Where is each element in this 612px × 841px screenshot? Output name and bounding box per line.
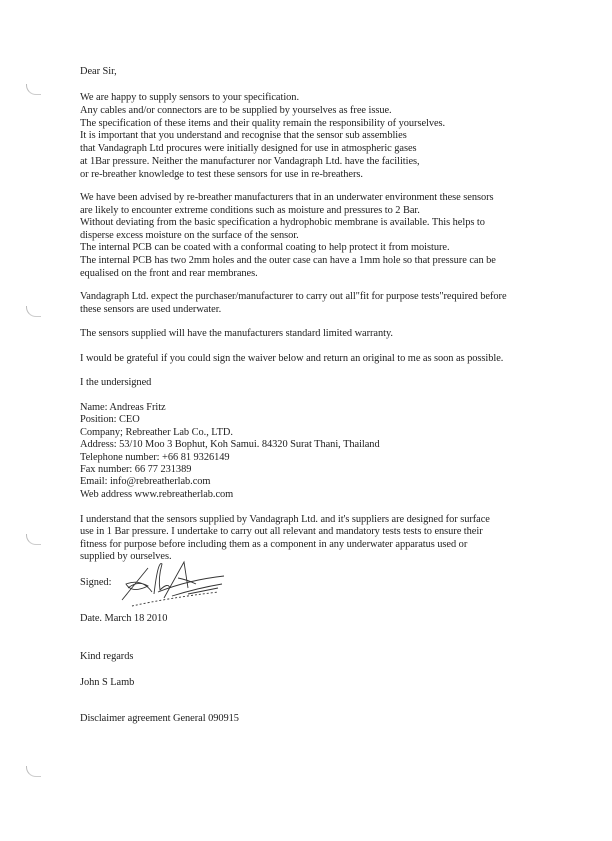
request-text: I would be grateful if you could sign the waiver below and return an original to me as soon as possible. [80, 353, 504, 364]
salutation: Dear Sir, [80, 66, 117, 77]
para2-line: The internal PCB can be coated with a conformal coating to help protect it from moisture. [80, 242, 450, 254]
warranty-text: The sensors supplied will have the manufacturers standard limited warranty. [80, 328, 393, 339]
para2-line: We have been advised by re-breather manufacturers that in an underwater environment these sensors [80, 192, 494, 203]
signed-label: Signed: [80, 577, 112, 588]
signature [118, 558, 228, 608]
para2-line: The internal PCB has two 2mm holes and the outer case can have a 1mm hole so that pressure can be [80, 255, 496, 266]
para1-line: It is important that you understand and recognise that the sensor sub assemblies [80, 130, 407, 142]
detail-position: Position: CEO [80, 414, 140, 426]
closing-text: Kind regards [80, 651, 134, 662]
punch-hole-mark [26, 84, 41, 95]
detail-telephone: Telephone number: +66 81 9326149 [80, 451, 230, 463]
statement-line: supplied by ourselves. [80, 551, 172, 563]
para1-line: that Vandagraph Ltd procures were initially designed for use in atmospheric gases [80, 143, 417, 155]
para1-line: or re-breather knowledge to test these sensors for use in re-breathers. [80, 168, 363, 180]
statement-line: I understand that the sensors supplied by Vandagraph Ltd. and it's suppliers are designed for surface [80, 514, 490, 525]
sender-name: John S Lamb [80, 677, 135, 688]
undersigned-text: I the undersigned [80, 377, 152, 388]
statement-line: fitness for purpose before including them as a component in any underwater apparatus used or [80, 538, 468, 550]
para1-line: at 1Bar pressure. Neither the manufacturer nor Vandagraph Ltd. have the facilities, [80, 156, 420, 167]
detail-address: Address: 53/10 Moo 3 Bophut, Koh Samui. 84320 Surat Thani, Thailand [80, 439, 380, 451]
para2-line: disperse excess moisture on the surface of the sensor. [80, 229, 299, 241]
para2-line: are likely to encounter extreme conditions such as moisture and pressures to 2 Bar. [80, 204, 420, 216]
detail-web: Web address www.rebreatherlab.com [80, 488, 234, 500]
para2-line: equalised on the front and rear membranes. [80, 267, 258, 279]
para1-line: Any cables and/or connectors are to be supplied by yourselves as free issue. [80, 104, 392, 116]
statement-line: use in 1 Bar pressure. I undertake to carry out all relevant and mandatory tests tests to ensure their [80, 526, 483, 538]
para1-line: The specification of these items and their quality remain the responsibility of yourselves. [80, 117, 446, 129]
date-text: Date. March 18 2010 [80, 613, 168, 624]
detail-name: Name: Andreas Fritz [80, 402, 166, 413]
punch-hole-mark [26, 306, 41, 317]
footer-reference: Disclaimer agreement General 090915 [80, 713, 239, 724]
detail-company: Company; Rebreather Lab Co., LTD. [80, 426, 233, 438]
punch-hole-mark [26, 534, 41, 545]
para2-line: Without deviating from the basic specification a hydrophobic membrane is available. This helps to [80, 217, 485, 229]
para3-line: these sensors are used underwater. [80, 303, 222, 315]
punch-hole-mark [26, 766, 41, 777]
para3-line: Vandagraph Ltd. expect the purchaser/manufacturer to carry out all"fit for purpose tests"required before [80, 291, 507, 302]
detail-fax: Fax number: 66 77 231389 [80, 464, 192, 475]
para1-line: We are happy to supply sensors to your specification. [80, 92, 299, 103]
detail-email: Email: info@rebreatherlab.com [80, 476, 211, 488]
